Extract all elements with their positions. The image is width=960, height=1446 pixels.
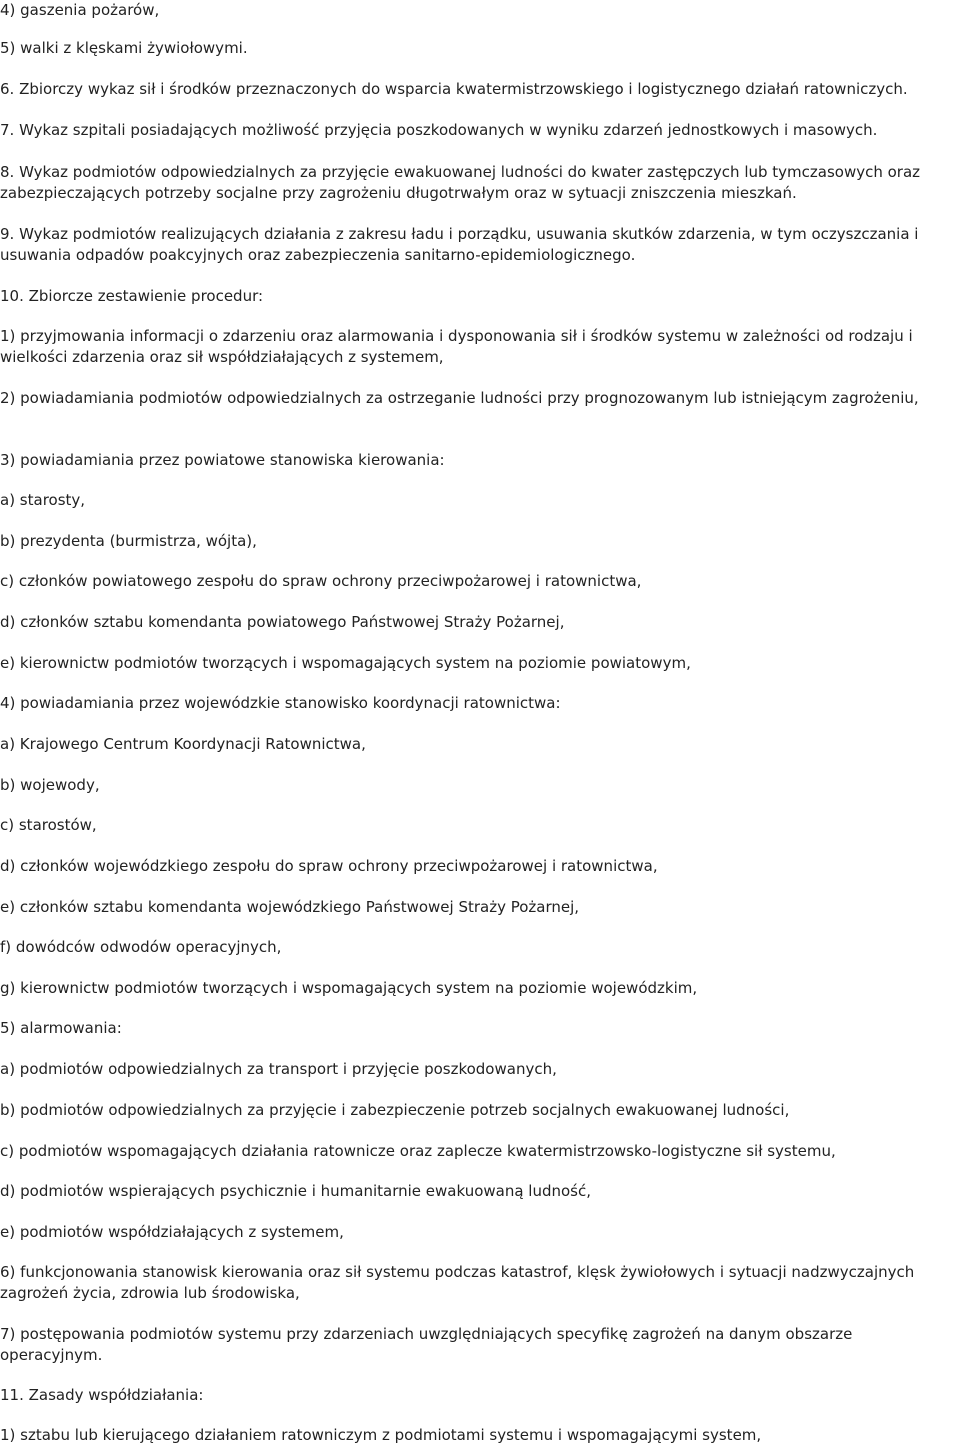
list-item: 3) powiadamiania przez powiatowe stanowiska kierowania: xyxy=(0,451,445,469)
list-item: b) prezydenta (burmistrza, wójta), xyxy=(0,532,257,550)
list-item: 6. Zbiorczy wykaz sił i środków przeznaczonych do wsparcia kwatermistrzowskiego i logistycznego działań ratowniczych. xyxy=(0,80,908,98)
list-item: g) kierownictw podmiotów tworzących i wspomagających system na poziomie wojewódzkim, xyxy=(0,979,698,997)
list-item: c) członków powiatowego zespołu do spraw ochrony przeciwpożarowej i ratownictwa, xyxy=(0,572,642,590)
list-item: d) członków wojewódzkiego zespołu do spraw ochrony przeciwpożarowej i ratownictwa, xyxy=(0,857,658,875)
list-item: 1) przyjmowania informacji o zdarzeniu oraz alarmowania i dysponowania sił i środków systemu w zależności od rodzaju i wielkości zdarzenia oraz sił współdziałających z systemem, xyxy=(0,327,913,366)
list-item: 5) walki z klęskami żywiołowymi. xyxy=(0,39,248,57)
list-item: 9. Wykaz podmiotów realizujących działania z zakresu ładu i porządku, usuwania skutków zdarzenia, w tym oczyszczania i usuwania odpadów poakcyjnych oraz zabezpieczenia sanitarno-epidemiologicznego. xyxy=(0,225,919,264)
list-item: c) starostów, xyxy=(0,816,97,834)
list-item: a) podmiotów odpowiedzialnych za transport i przyjęcie poszkodowanych, xyxy=(0,1060,557,1078)
list-item: 4) powiadamiania przez wojewódzkie stanowisko koordynacji ratownictwa: xyxy=(0,694,561,712)
list-item: e) członków sztabu komendanta wojewódzkiego Państwowej Straży Pożarnej, xyxy=(0,898,580,916)
list-item: 6) funkcjonowania stanowisk kierowania oraz sił systemu podczas katastrof, klęsk żywiołowych i sytuacji nadzwyczajnych zagrożeń życia, zdrowia lub środowiska, xyxy=(0,1263,915,1302)
list-item: 7) postępowania podmiotów systemu przy zdarzeniach uwzględniających specyfikę zagrożeń na danym obszarze operacyjnym. xyxy=(0,1325,853,1364)
list-item: e) kierownictw podmiotów tworzących i wspomagających system na poziomie powiatowym, xyxy=(0,654,691,672)
list-item: 8. Wykaz podmiotów odpowiedzialnych za przyjęcie ewakuowanej ludności do kwater zastępczych lub tymczasowych oraz zabezpieczających potrzeby socjalne przy zagrożeniu długotrwałym oraz w sytuacji zniszczenia mieszkań. xyxy=(0,163,921,202)
list-item: d) podmiotów wspierających psychicznie i humanitarnie ewakuowaną ludność, xyxy=(0,1182,592,1200)
list-item: f) dowódców odwodów operacyjnych, xyxy=(0,938,282,956)
list-item: a) starosty, xyxy=(0,491,86,509)
list-item: b) wojewody, xyxy=(0,776,100,794)
list-item: 7. Wykaz szpitali posiadających możliwość przyjęcia poszkodowanych w wyniku zdarzeń jednostkowych i masowych. xyxy=(0,121,878,139)
section-heading: 11. Zasady współdziałania: xyxy=(0,1386,204,1404)
list-item: c) podmiotów wspomagających działania ratownicze oraz zaplecze kwatermistrzowsko-logistyczne sił systemu, xyxy=(0,1142,836,1160)
list-item: 5) alarmowania: xyxy=(0,1019,122,1037)
list-item: 2) powiadamiania podmiotów odpowiedzialnych za ostrzeganie ludności przy prognozowanym lub istniejącym zagrożeniu, xyxy=(0,389,919,407)
list-item: a) Krajowego Centrum Koordynacji Ratownictwa, xyxy=(0,735,366,753)
list-item: 1) sztabu lub kierującego działaniem ratowniczym z podmiotami systemu i wspomagającymi system, xyxy=(0,1426,762,1444)
list-item: e) podmiotów współdziałających z systemem, xyxy=(0,1223,344,1241)
list-item: b) podmiotów odpowiedzialnych za przyjęcie i zabezpieczenie potrzeb socjalnych ewakuowanej ludności, xyxy=(0,1101,790,1119)
list-item: d) członków sztabu komendanta powiatowego Państwowej Straży Pożarnej, xyxy=(0,613,565,631)
list-item: 4) gaszenia pożarów, xyxy=(0,1,160,19)
section-heading: 10. Zbiorcze zestawienie procedur: xyxy=(0,287,264,305)
